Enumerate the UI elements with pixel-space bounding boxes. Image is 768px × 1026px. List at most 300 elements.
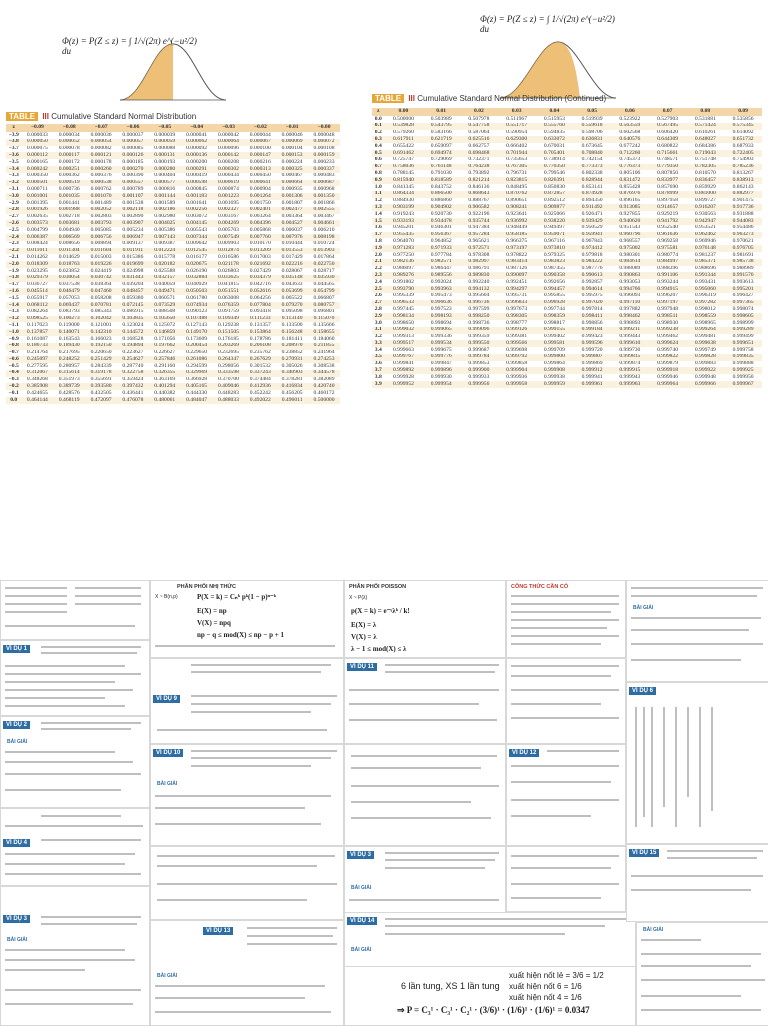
table-row — [372, 293, 762, 300]
probability-cell: 0.998305 — [498, 313, 536, 320]
probability-cell: 0.033625 — [213, 275, 245, 282]
probability-cell: 0.988089 — [611, 266, 649, 273]
probability-cell: 0.935744 — [460, 218, 498, 225]
probability-cell: 0.594835 — [536, 130, 574, 137]
probability-cell: 0.677242 — [611, 143, 649, 150]
probability-cell: 0.000242 — [21, 166, 53, 173]
probability-cell: 0.993790 — [385, 286, 423, 293]
example-badge: VÍ DỤ 14 — [347, 917, 377, 925]
probability-cell: 0.993053 — [611, 279, 649, 286]
probability-cell: 0.151505 — [213, 329, 245, 336]
probability-cell: 0.999936 — [498, 374, 536, 381]
probability-cell: 0.077804 — [244, 302, 276, 309]
probability-cell: 0.156248 — [276, 329, 308, 336]
probability-cell: 0.000131 — [149, 152, 181, 159]
probability-cell: 0.999675 — [422, 347, 460, 354]
probability-cell: 0.000037 — [117, 132, 149, 139]
z-value-cell: −0.4 — [6, 370, 21, 377]
probability-cell: 0.617911 — [385, 136, 423, 143]
z-value-cell: −0.3 — [6, 377, 21, 384]
probability-cell: 0.192150 — [85, 343, 117, 350]
probability-cell: 0.000467 — [276, 173, 308, 180]
probability-cell: 0.416834 — [276, 383, 308, 390]
table-row — [372, 245, 762, 252]
probability-cell: 0.003793 — [85, 220, 117, 227]
table-row — [372, 334, 762, 341]
probability-cell: 0.001001 — [21, 193, 53, 200]
z-value-cell: 1.5 — [372, 218, 385, 225]
probability-cell: 0.966375 — [498, 238, 536, 245]
probability-cell: 0.142310 — [85, 329, 117, 336]
probability-cell: 0.001866 — [308, 200, 340, 207]
probability-cell: 0.038364 — [85, 282, 117, 289]
probability-cell: 0.014629 — [53, 254, 85, 261]
probability-cell: 0.057053 — [53, 295, 85, 302]
probability-cell: 0.053699 — [276, 288, 308, 295]
table-title-text: Cumulative Standard Normal Distribution — [51, 112, 197, 121]
probability-cell: 0.567495 — [649, 123, 687, 130]
probability-cell: 0.301532 — [244, 363, 276, 370]
probability-cell: 0.999912 — [573, 367, 611, 374]
probability-cell: 0.000159 — [308, 152, 340, 159]
slide-example-2 — [0, 716, 150, 808]
probability-cell: 0.995855 — [536, 293, 574, 300]
probability-cell: 0.291160 — [149, 363, 181, 370]
probability-cell: 0.988696 — [686, 266, 724, 273]
probability-cell: 0.973197 — [498, 245, 536, 252]
probability-cell: 0.776373 — [611, 164, 649, 171]
probability-cell: 0.248252 — [53, 356, 85, 363]
probability-cell: 0.922196 — [460, 211, 498, 218]
right-header-row — [372, 108, 762, 116]
slide-key-formulas — [506, 580, 626, 658]
z-value-cell: 3.6 — [372, 361, 385, 368]
probability-cell: 0.001035 — [53, 193, 85, 200]
probability-cell: 0.370700 — [213, 377, 245, 384]
right-col-header: 0.08 — [686, 108, 724, 116]
probability-cell: 0.999938 — [536, 374, 574, 381]
slide-example-4 — [0, 808, 150, 886]
z-value-cell: −3.7 — [6, 146, 21, 153]
probability-cell: 0.010170 — [244, 241, 276, 248]
probability-cell: 0.322758 — [117, 370, 149, 377]
z-value-cell: 0.6 — [372, 157, 385, 164]
probability-cell: 0.815940 — [385, 177, 423, 184]
probability-cell: 0.864334 — [385, 191, 423, 198]
probability-cell: 0.424655 — [21, 390, 53, 397]
probability-cell: 0.999879 — [649, 361, 687, 368]
right-col-header: 0.09 — [724, 108, 762, 116]
probability-cell: 0.999065 — [422, 327, 460, 334]
probability-cell: 0.020675 — [181, 261, 213, 268]
probability-cell: 0.996093 — [611, 293, 649, 300]
probability-cell: 0.999709 — [536, 347, 574, 354]
probability-cell: 0.011604 — [85, 248, 117, 255]
probability-cell: 0.984997 — [649, 259, 687, 266]
probability-cell: 0.197662 — [149, 343, 181, 350]
probability-cell: 0.011911 — [117, 248, 149, 255]
probability-cell: 0.012545 — [181, 248, 213, 255]
probability-cell: 0.785236 — [724, 164, 762, 171]
table-row — [372, 150, 762, 157]
probability-cell: 0.000075 — [21, 146, 53, 153]
table-row — [6, 343, 340, 350]
probability-cell: 0.007143 — [149, 234, 181, 241]
probability-cell: 0.712260 — [611, 150, 649, 157]
probability-cell: 0.999730 — [611, 347, 649, 354]
table-row — [372, 164, 762, 171]
probability-cell: 0.000501 — [21, 180, 53, 187]
probability-cell: 0.032884 — [181, 275, 213, 282]
probability-cell: 0.003573 — [21, 220, 53, 227]
probability-cell: 0.791030 — [422, 170, 460, 177]
probability-cell: 0.996636 — [422, 300, 460, 307]
probability-cell: 0.903199 — [385, 204, 423, 211]
right-col-header: 0.06 — [611, 108, 649, 116]
probability-cell: 0.999896 — [422, 367, 460, 374]
formula-text-2: Φ(z) = P(Z ≤ z) = ∫ 1/√(2π) e^(−u²/2) du — [480, 14, 615, 34]
probability-cell: 0.959071 — [536, 232, 574, 239]
probability-cell: 0.992857 — [573, 279, 611, 286]
probability-cell: 0.979325 — [536, 252, 574, 259]
slide-example-13 — [150, 920, 344, 1026]
probability-cell: 0.006387 — [21, 234, 53, 241]
table-row — [6, 282, 340, 289]
probability-cell: 0.030054 — [53, 275, 85, 282]
table-row — [372, 130, 762, 137]
table-num-2: III — [408, 94, 415, 103]
table-num: III — [42, 112, 49, 121]
table-row — [6, 322, 340, 329]
probability-cell: 0.987126 — [498, 266, 536, 273]
bottom-line-1: xuất hiện nốt lẻ = 3/6 = 1/2 — [509, 971, 604, 980]
probability-cell: 0.452242 — [244, 390, 276, 397]
probability-cell: 0.535856 — [724, 116, 762, 123]
probability-cell: 0.203269 — [213, 343, 245, 350]
probability-cell: 0.884930 — [385, 198, 423, 205]
probability-cell: 0.587064 — [460, 130, 498, 137]
probability-cell: 0.990097 — [498, 272, 536, 279]
probability-cell: 0.990863 — [611, 272, 649, 279]
probability-cell: 0.995201 — [724, 286, 762, 293]
probability-cell: 0.666402 — [498, 143, 536, 150]
probability-cell: 0.000059 — [149, 139, 181, 146]
probability-cell: 0.999841 — [385, 361, 423, 368]
z-value-cell: 3.4 — [372, 347, 385, 354]
probability-cell: 0.000260 — [85, 166, 117, 173]
probability-cell: 0.492022 — [244, 397, 276, 404]
probability-cell: 0.217695 — [53, 350, 85, 357]
probability-cell: 0.149170 — [181, 329, 213, 336]
probability-cell: 0.999858 — [498, 361, 536, 368]
table-row — [6, 288, 340, 295]
probability-cell: 0.999835 — [724, 354, 762, 361]
table-row — [6, 132, 340, 139]
probability-cell: 0.000419 — [181, 173, 213, 180]
probability-cell: 0.000598 — [181, 180, 213, 187]
probability-cell: 0.954486 — [724, 225, 762, 232]
left-ztable — [6, 124, 340, 404]
probability-cell: 0.764238 — [460, 164, 498, 171]
example-badge: VÍ DỤ 3 — [347, 851, 374, 859]
right-col-header: 0.01 — [422, 108, 460, 116]
probability-cell: 0.985738 — [724, 259, 762, 266]
z-value-cell: −1.4 — [6, 302, 21, 309]
probability-cell: 0.004269 — [213, 220, 245, 227]
probability-cell: 0.013903 — [308, 248, 340, 255]
probability-cell: 0.625516 — [460, 136, 498, 143]
probability-cell: 0.274253 — [308, 356, 340, 363]
z-value-cell: −2.8 — [6, 207, 21, 214]
probability-cell: 0.705401 — [536, 150, 574, 157]
probability-cell: 0.015386 — [117, 254, 149, 261]
probability-cell: 0.998777 — [498, 320, 536, 327]
z-value-cell: 2.8 — [372, 306, 385, 313]
probability-cell: 0.017429 — [276, 254, 308, 261]
probability-cell: 0.176185 — [213, 336, 245, 343]
probability-cell: 0.662757 — [460, 143, 498, 150]
probability-cell: 0.000088 — [149, 146, 181, 153]
probability-cell: 0.051551 — [213, 288, 245, 295]
probability-cell: 0.999888 — [724, 361, 762, 368]
table-row — [6, 329, 340, 336]
probability-cell: 0.012224 — [149, 248, 181, 255]
probability-cell: 0.168528 — [117, 336, 149, 343]
probability-cell: 0.000664 — [276, 180, 308, 187]
probability-cell: 0.287740 — [117, 363, 149, 370]
probability-cell: 0.405165 — [181, 383, 213, 390]
solution-label: BÀI GIẢI — [633, 605, 654, 611]
probability-cell: 0.531881 — [686, 116, 724, 123]
probability-cell: 0.055917 — [21, 295, 53, 302]
probability-cell: 0.000069 — [276, 139, 308, 146]
probability-cell: 0.999698 — [498, 347, 536, 354]
probability-cell: 0.153864 — [244, 329, 276, 336]
probability-cell: 0.000121 — [85, 152, 117, 159]
right-col-header: 0.07 — [649, 108, 687, 116]
probability-cell: 0.002890 — [117, 214, 149, 221]
probability-cell: 0.035930 — [308, 275, 340, 282]
probability-cell: 0.117023 — [21, 322, 53, 329]
table-row — [6, 173, 340, 180]
table-row — [6, 316, 340, 323]
probability-cell: 0.005386 — [149, 227, 181, 234]
probability-cell: 0.006756 — [85, 234, 117, 241]
probability-cell: 0.001988 — [53, 207, 85, 214]
probability-cell: 0.000362 — [53, 173, 85, 180]
probability-cell: 0.999184 — [573, 327, 611, 334]
probability-cell: 0.999596 — [573, 340, 611, 347]
probability-cell: 0.999499 — [724, 334, 762, 341]
probability-cell: 0.070781 — [85, 302, 117, 309]
probability-cell: 0.194894 — [117, 343, 149, 350]
probability-cell: 0.992240 — [460, 279, 498, 286]
probability-cell: 0.896165 — [611, 198, 649, 205]
slide-example-12 — [344, 744, 506, 846]
probability-cell: 0.000039 — [149, 132, 181, 139]
probability-cell: 0.978308 — [460, 252, 498, 259]
probability-cell: 0.002980 — [149, 214, 181, 221]
probability-cell: 0.000208 — [213, 159, 245, 166]
probability-cell: 0.836457 — [686, 177, 724, 184]
probability-cell: 0.874928 — [573, 191, 611, 198]
probability-cell: 0.997673 — [498, 306, 536, 313]
probability-cell: 0.908241 — [498, 204, 536, 211]
probability-cell: 0.351973 — [53, 377, 85, 384]
probability-cell: 0.058208 — [85, 295, 117, 302]
probability-cell: 0.659097 — [422, 143, 460, 150]
probability-cell: 0.046479 — [53, 288, 85, 295]
probability-cell: 0.826391 — [536, 177, 574, 184]
z-value-cell: −2.5 — [6, 227, 21, 234]
probability-cell: 0.999749 — [686, 347, 724, 354]
probability-cell: 0.999443 — [611, 334, 649, 341]
probability-cell: 0.985371 — [686, 259, 724, 266]
table-row — [6, 268, 340, 275]
left-col-header: −0.03 — [213, 124, 245, 132]
probability-cell: 0.363169 — [149, 377, 181, 384]
z-value-cell: −2.7 — [6, 214, 21, 221]
probability-cell: 0.348268 — [21, 377, 53, 384]
z-value-cell: 0.0 — [6, 397, 21, 404]
table-row — [6, 241, 340, 248]
probability-cell: 0.017864 — [308, 254, 340, 261]
probability-cell: 0.032157 — [149, 275, 181, 282]
probability-cell: 0.001223 — [213, 193, 245, 200]
probability-cell: 0.998736 — [460, 320, 498, 327]
probability-cell: 0.002555 — [308, 207, 340, 214]
probability-cell: 0.040059 — [149, 282, 181, 289]
probability-cell: 0.999847 — [422, 361, 460, 368]
probability-cell: 0.938220 — [536, 218, 574, 225]
probability-cell: 0.401294 — [149, 383, 181, 390]
probability-cell: 0.655422 — [385, 143, 423, 150]
poisson-d: V(X) = λ — [351, 633, 377, 641]
probability-cell: 0.998605 — [724, 313, 762, 320]
z-value-cell: −2.9 — [6, 200, 21, 207]
z-value-cell: −1.7 — [6, 282, 21, 289]
probability-cell: 0.008656 — [53, 241, 85, 248]
probability-cell: 0.000178 — [85, 159, 117, 166]
left-col-header: −0.06 — [117, 124, 149, 132]
z-value-cell: 2.1 — [372, 259, 385, 266]
probability-cell: 0.999874 — [611, 361, 649, 368]
binomial-header: PHÂN PHỐI NHỊ THỨC — [177, 584, 236, 590]
solution-label: BÀI GIẢI — [643, 927, 664, 933]
table-row — [6, 159, 340, 166]
probability-cell: 0.555760 — [536, 123, 574, 130]
left-normal-curve — [118, 36, 228, 106]
probability-cell: 0.000280 — [149, 166, 181, 173]
probability-cell: 0.999776 — [422, 354, 460, 361]
probability-cell: 0.026190 — [181, 268, 213, 275]
probability-cell: 0.294599 — [181, 363, 213, 370]
probability-cell: 0.005085 — [85, 227, 117, 234]
probability-cell: 0.001807 — [276, 200, 308, 207]
probability-cell: 0.999963 — [611, 381, 649, 388]
z-value-cell: 0.8 — [372, 170, 385, 177]
probability-cell: 0.059380 — [117, 295, 149, 302]
probability-cell: 0.428576 — [53, 390, 85, 397]
probability-cell: 0.125072 — [149, 322, 181, 329]
probability-cell: 0.575345 — [724, 123, 762, 130]
probability-cell: 0.999462 — [649, 334, 687, 341]
table-row — [6, 139, 340, 146]
probability-cell: 0.200454 — [181, 343, 213, 350]
probability-cell: 0.173609 — [181, 336, 213, 343]
table-row — [6, 275, 340, 282]
probability-cell: 0.983823 — [536, 259, 574, 266]
probability-cell: 0.072145 — [117, 302, 149, 309]
probability-cell: 0.995339 — [385, 293, 423, 300]
probability-cell: 0.001489 — [85, 200, 117, 207]
probability-cell: 0.999423 — [573, 334, 611, 341]
probability-cell: 0.484047 — [181, 397, 213, 404]
probability-cell: 0.999864 — [536, 361, 574, 368]
probability-cell: 0.115070 — [308, 316, 340, 323]
probability-cell: 0.031443 — [117, 275, 149, 282]
right-col-header: 0.05 — [573, 108, 611, 116]
left-col-header: z — [6, 124, 21, 132]
probability-cell: 0.355691 — [85, 377, 117, 384]
probability-cell: 0.008424 — [21, 241, 53, 248]
probability-cell: 0.673645 — [573, 143, 611, 150]
probability-cell: 0.694974 — [422, 150, 460, 157]
probability-cell: 0.000172 — [53, 159, 85, 166]
z-value-cell: 0.2 — [372, 130, 385, 137]
probability-cell: 0.001350 — [308, 193, 340, 200]
probability-cell: 0.006947 — [117, 234, 149, 241]
table-row — [372, 123, 762, 130]
probability-cell: 0.366928 — [181, 377, 213, 384]
probability-cell: 0.651732 — [724, 136, 762, 143]
table-row — [372, 300, 762, 307]
probability-cell: 0.129238 — [213, 322, 245, 329]
probability-cell: 0.050503 — [181, 288, 213, 295]
z-value-cell: 1.2 — [372, 198, 385, 205]
probability-cell: 0.000165 — [21, 159, 53, 166]
probability-cell: 0.993431 — [686, 279, 724, 286]
probability-cell: 0.962462 — [686, 232, 724, 239]
table-row — [6, 356, 340, 363]
z-value-cell: 3.5 — [372, 354, 385, 361]
probability-cell: 0.979818 — [573, 252, 611, 259]
probability-cell: 0.994766 — [611, 286, 649, 293]
left-col-header: −0.04 — [181, 124, 213, 132]
probability-cell: 0.409046 — [213, 383, 245, 390]
probability-cell: 0.909877 — [536, 204, 574, 211]
probability-cell: 0.340903 — [276, 370, 308, 377]
probability-cell: 0.083793 — [53, 309, 85, 316]
probability-cell: 0.074934 — [181, 302, 213, 309]
probability-cell: 0.976705 — [724, 245, 762, 252]
probability-cell: 0.017003 — [244, 254, 276, 261]
probability-cell: 0.732371 — [460, 157, 498, 164]
probability-cell: 0.420740 — [308, 383, 340, 390]
probability-cell: 0.648027 — [686, 136, 724, 143]
z-value-cell: 1.6 — [372, 225, 385, 232]
probability-cell: 0.931888 — [724, 211, 762, 218]
probability-cell: 0.476078 — [117, 397, 149, 404]
probability-cell: 0.061780 — [181, 295, 213, 302]
probability-cell: 0.000687 — [308, 180, 340, 187]
right-col-header: z — [372, 108, 385, 116]
probability-cell: 0.021178 — [213, 261, 245, 268]
probability-cell: 0.161087 — [21, 336, 53, 343]
table-row — [372, 272, 762, 279]
z-value-cell: 0.0 — [372, 116, 385, 123]
z-value-cell: −1.3 — [6, 309, 21, 316]
